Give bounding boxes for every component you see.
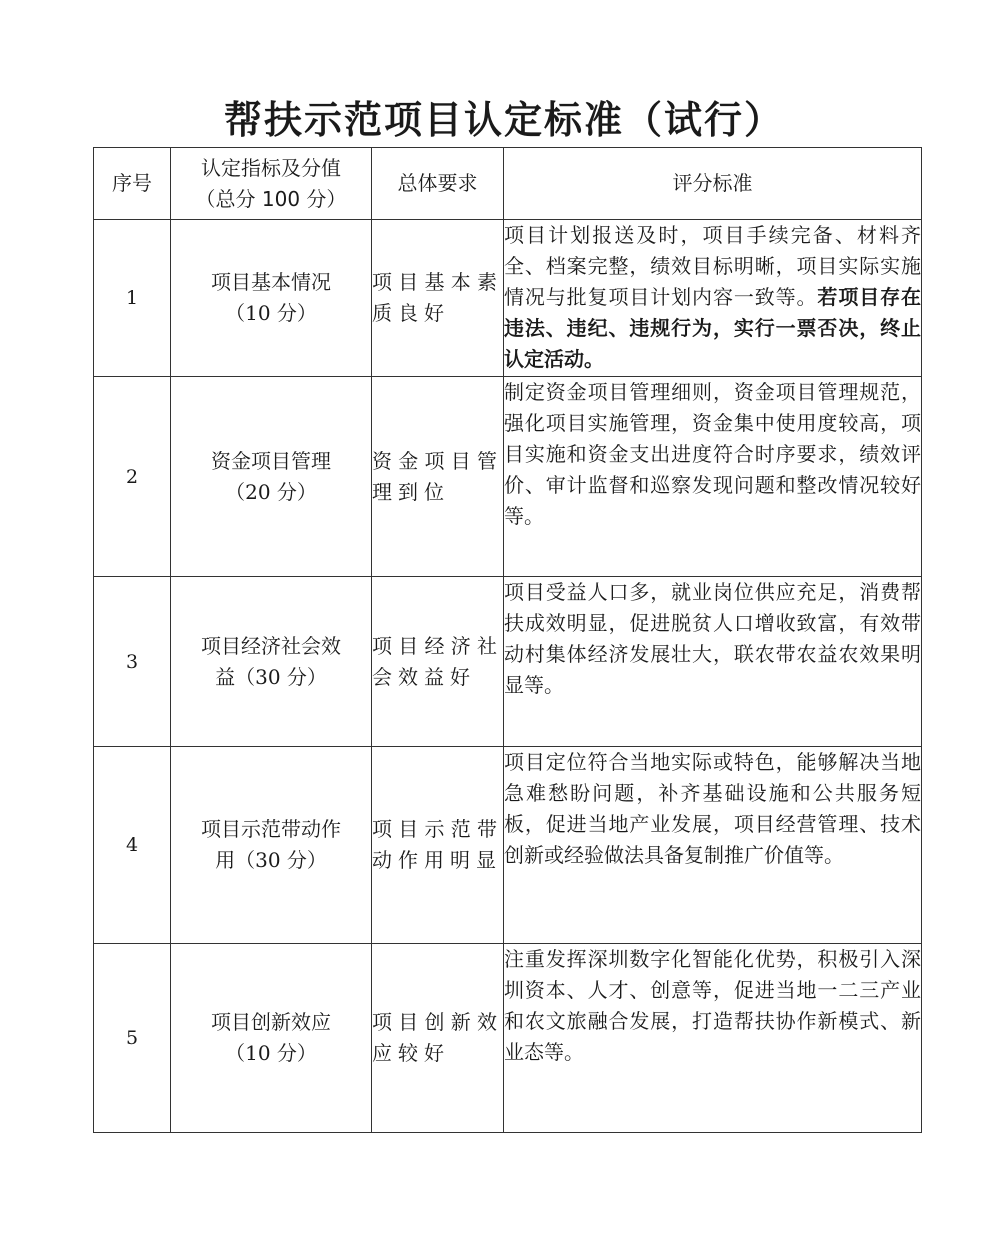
- row-indicator: [171, 377, 372, 577]
- indicator-score: 用（30 分）: [215, 848, 327, 872]
- row-criteria: [504, 220, 922, 377]
- table-row: [94, 377, 922, 577]
- row-requirement: 项目创新效应较好: [372, 944, 504, 1133]
- row-criteria: [504, 944, 922, 1133]
- indicator-score: 益（30 分）: [215, 664, 327, 689]
- criteria-text: 项目计划报送及时，项目手续完备、材料齐全、档案完整，绩效目标明晰，项目实际实施情况与批复项目计划内容一致等。: [504, 223, 921, 309]
- row-criteria: [504, 377, 922, 577]
- row-seq: 5: [94, 944, 171, 1133]
- row-indicator: [171, 944, 372, 1133]
- indicator-name: 项目创新效应: [211, 1010, 331, 1034]
- criteria-veto-text: 若项目存在违法、违纪、违规行为，实行一票否决，终止认定活动。: [504, 285, 922, 371]
- row-seq: 3: [94, 577, 171, 747]
- header-requirement: 总体要求: [372, 148, 504, 220]
- table-row: [94, 577, 922, 747]
- table-row: [94, 747, 922, 944]
- table-row: [94, 220, 922, 377]
- row-indicator: [171, 747, 372, 944]
- header-indicator-line1: 认定指标及分值: [201, 155, 341, 180]
- row-requirement: 项目基本素质良好: [372, 220, 504, 377]
- row-seq: 2: [94, 377, 171, 577]
- indicator-name: 项目经济社会效: [201, 633, 341, 658]
- row-indicator: [171, 220, 372, 377]
- indicator-score: （10 分）: [225, 1041, 317, 1065]
- row-requirement: 项目经济社会效益好: [372, 577, 504, 747]
- row-requirement: 资金项目管理到位: [372, 377, 504, 577]
- criteria-text: 项目定位符合当地实际或特色，能够解决当地急难愁盼问题，补齐基础设施和公共服务短板，促进当地产业发展，项目经营管理、技术创新或经验做法具备复制推广价值等。: [504, 750, 921, 867]
- header-indicator: [171, 148, 372, 220]
- row-indicator: [171, 577, 372, 747]
- criteria-text: 注重发挥深圳数字化智能化优势，积极引入深圳资本、人才、创意等，促进当地一二三产业和农文旅融合发展，打造帮扶协作新模式、新业态等。: [504, 947, 921, 1064]
- indicator-name: 项目基本情况: [211, 270, 331, 294]
- document-title: 帮扶示范项目认定标准（试行）: [223, 98, 784, 142]
- table-header-row: [94, 148, 922, 220]
- standards-table: [93, 147, 922, 1133]
- header-criteria: 评分标准: [504, 148, 922, 220]
- indicator-score: （20 分）: [225, 479, 317, 504]
- indicator-name: 资金项目管理: [211, 448, 331, 473]
- row-criteria: [504, 747, 922, 944]
- row-seq: 1: [94, 220, 171, 377]
- criteria-text: 制定资金项目管理细则，资金项目管理规范，强化项目实施管理，资金集中使用度较高，项目实施和资金支出进度符合时序要求，绩效评价、审计监督和巡察发现问题和整改情况较好等。: [504, 380, 921, 528]
- row-criteria: [504, 577, 922, 747]
- indicator-name: 项目示范带动作: [201, 817, 341, 841]
- header-indicator-line2: （总分 100 分）: [195, 186, 347, 211]
- row-seq: 4: [94, 747, 171, 944]
- header-seq: 序号: [94, 148, 171, 220]
- indicator-score: （10 分）: [225, 301, 317, 325]
- criteria-text: 项目受益人口多，就业岗位供应充足，消费帮扶成效明显，促进脱贫人口增收致富，有效带动村集体经济发展壮大，联农带农益农效果明显等。: [504, 580, 921, 697]
- row-requirement: 项目示范带动作用明显: [372, 747, 504, 944]
- table-row: [94, 944, 922, 1133]
